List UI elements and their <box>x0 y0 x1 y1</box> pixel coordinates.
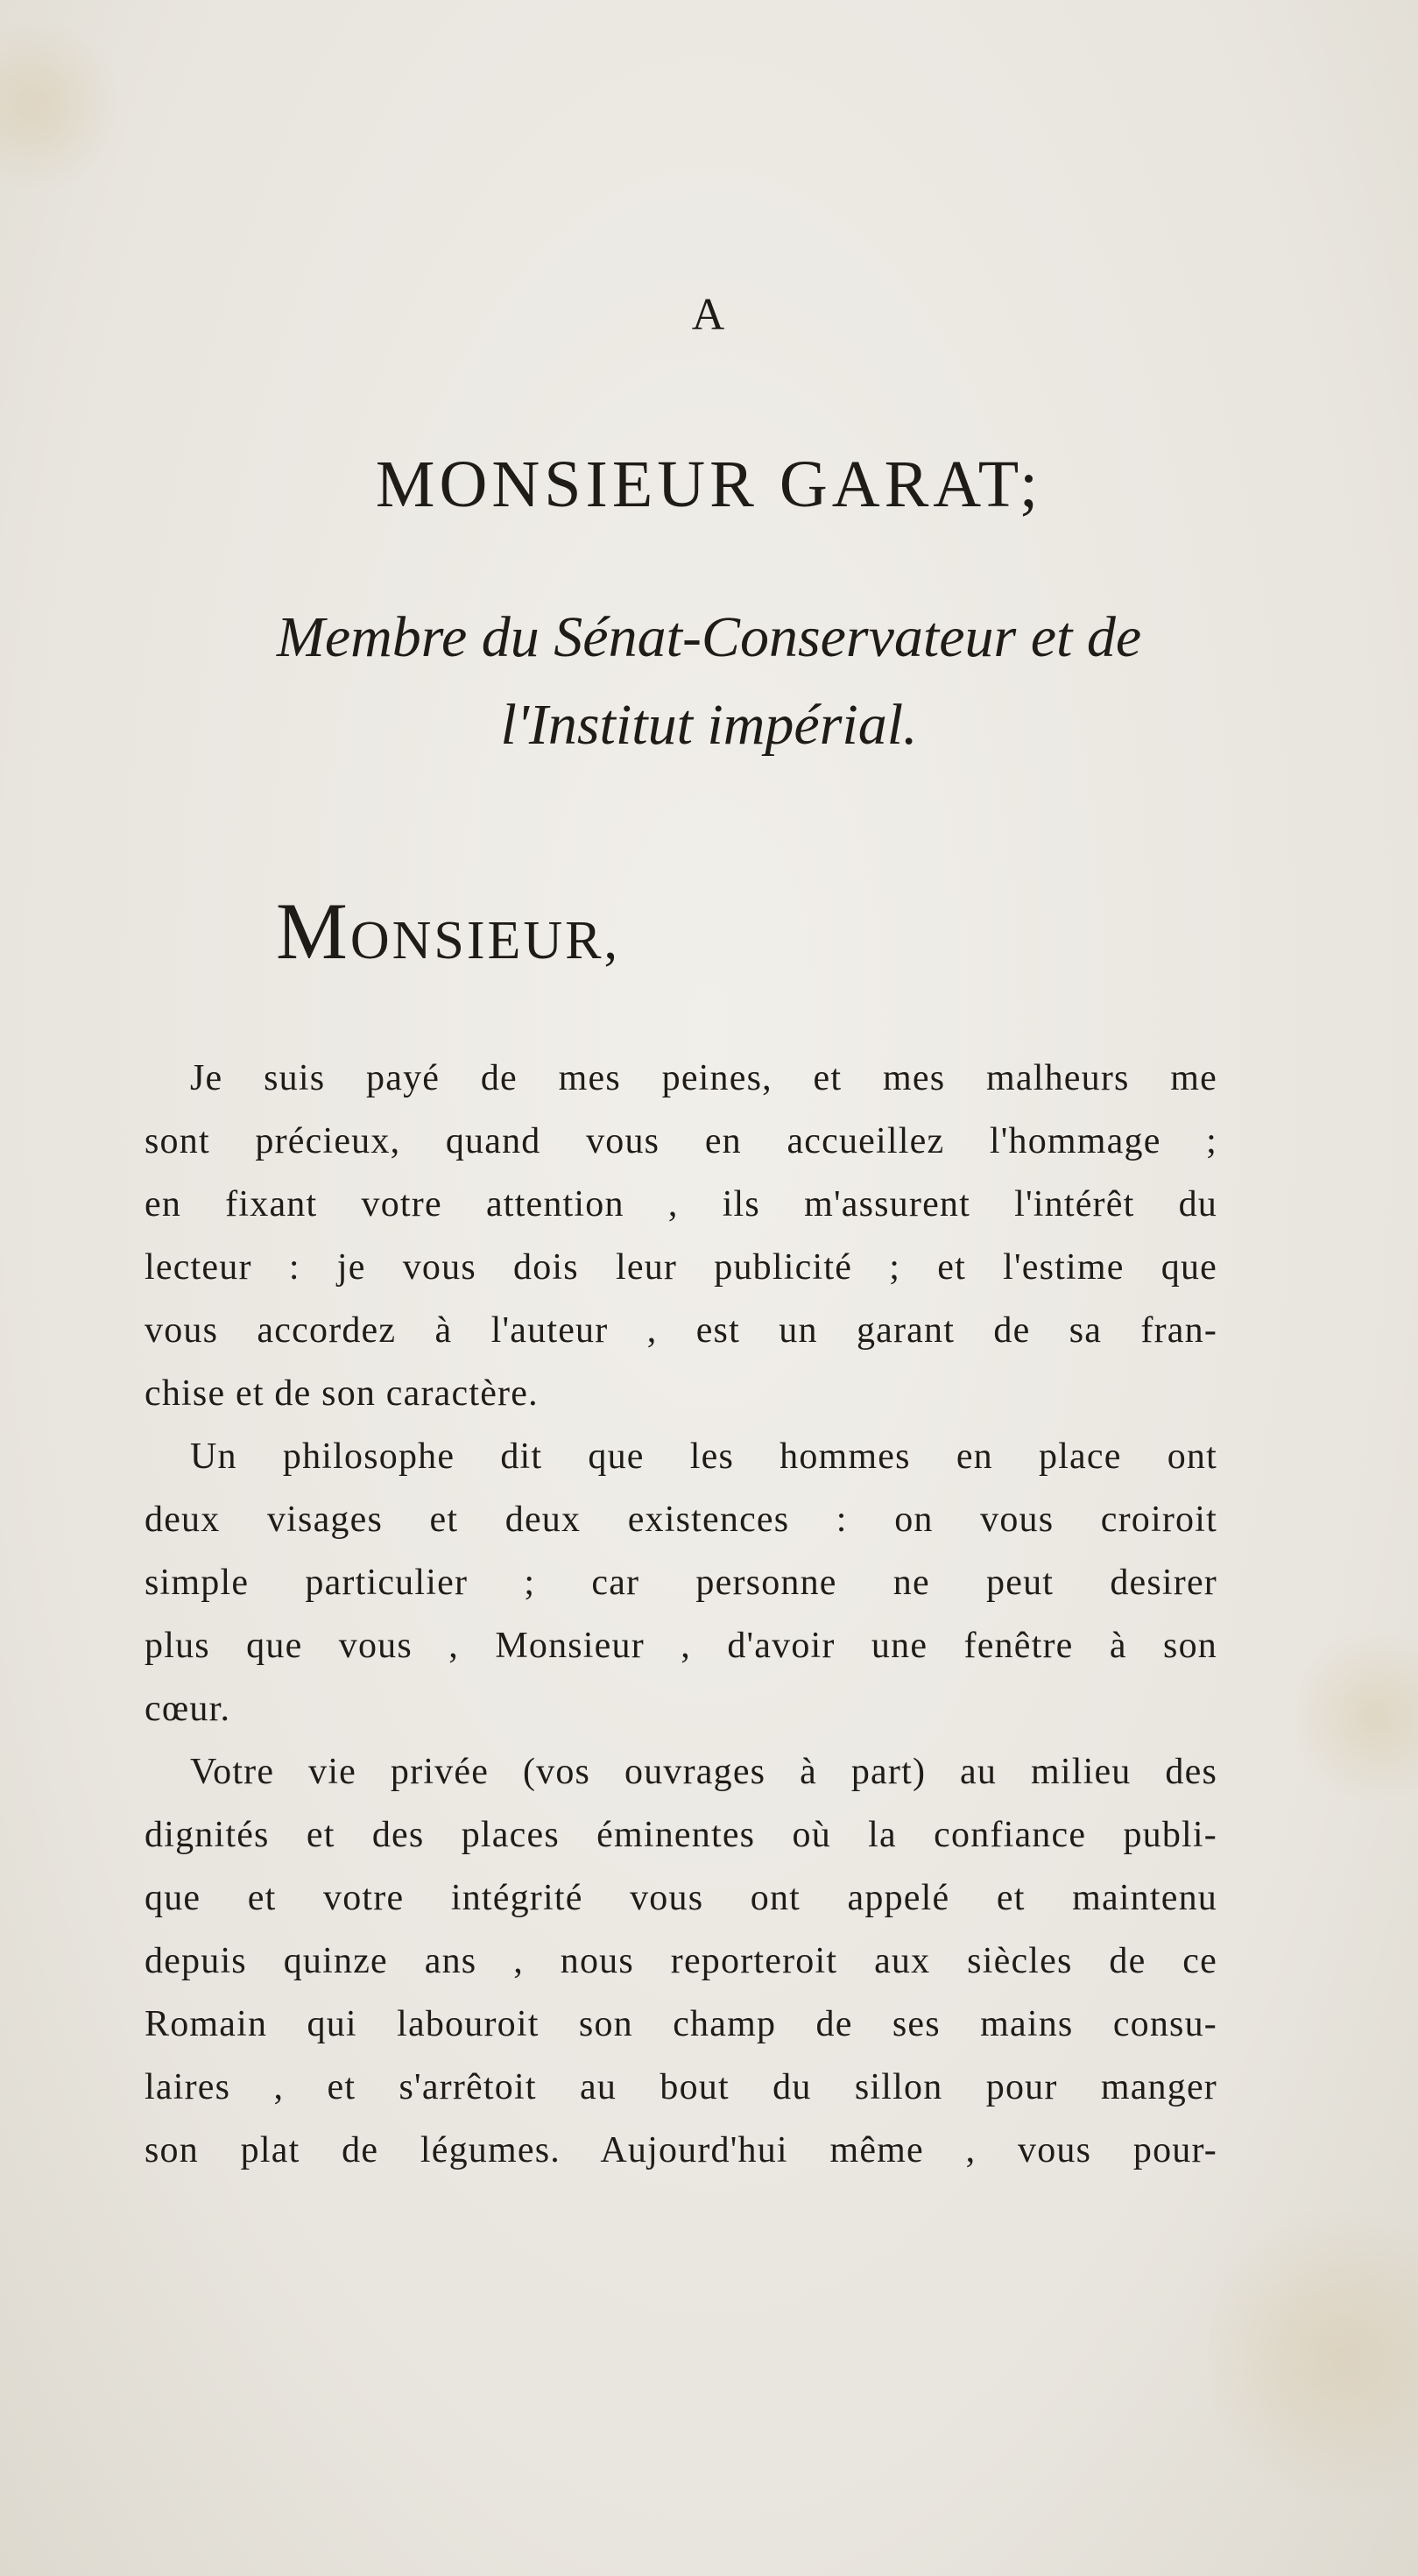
paper-stain <box>1296 1620 1418 1813</box>
salutation-rest: ONSIEUR, <box>349 911 620 970</box>
text-line: que et votre intégrité vous ont appelé et maintenu <box>145 1878 1217 1918</box>
text-line: en fixant votre attention , ils m'assurent l'intérêt du <box>145 1184 1217 1224</box>
salutation <box>276 885 620 977</box>
text-line: simple particulier ; car personne ne peut desirer <box>145 1563 1217 1603</box>
dedicatee-title-line-1: Membre du Sénat-Conservateur et de <box>276 605 1142 669</box>
dedication-body <box>145 1047 1217 2182</box>
text-line: Je suis payé de mes peines, et mes malheurs me <box>190 1058 1217 1098</box>
text-line: depuis quinze ans , nous reporteroit aux siècles de ce <box>145 1941 1217 1981</box>
text-line: plus que vous , Monsieur , d'avoir une fenêtre à son <box>145 1626 1217 1666</box>
text-line: Votre vie privée (vos ouvrages à part) au milieu des <box>190 1752 1217 1792</box>
dedicatee-name: MONSIEUR GARAT; <box>375 448 1043 521</box>
dedicatee-title-line-2: l'Institut impérial. <box>500 693 918 757</box>
text-line: dignités et des places éminentes où la confiance publi- <box>145 1815 1217 1855</box>
paper-stain <box>0 18 123 193</box>
text-line: Romain qui labouroit son champ de ses mains consu- <box>145 2004 1217 2044</box>
text-line: vous accordez à l'auteur , est un garant de sa fran- <box>145 1310 1217 1351</box>
paper-stain <box>1209 2190 1418 2523</box>
text-line: deux visages et deux existences : on vous croiroit <box>145 1500 1217 1540</box>
text-line: chise et de son caractère. <box>145 1373 539 1414</box>
text-line: cœur. <box>145 1689 231 1729</box>
salutation-initial: M <box>276 886 350 976</box>
text-line: laires , et s'arrêtoit au bout du sillon pour manger <box>145 2067 1217 2107</box>
heading-a: A <box>691 290 727 340</box>
text-line: sont précieux, quand vous en accueillez l'hommage ; <box>145 1121 1217 1161</box>
text-line: Un philosophe dit que les hommes en place ont <box>190 1436 1217 1477</box>
text-line: lecteur : je vous dois leur publicité ; et l'estime que <box>145 1247 1217 1288</box>
text-line: son plat de légumes. Aujourd'hui même , vous pour- <box>145 2130 1217 2170</box>
